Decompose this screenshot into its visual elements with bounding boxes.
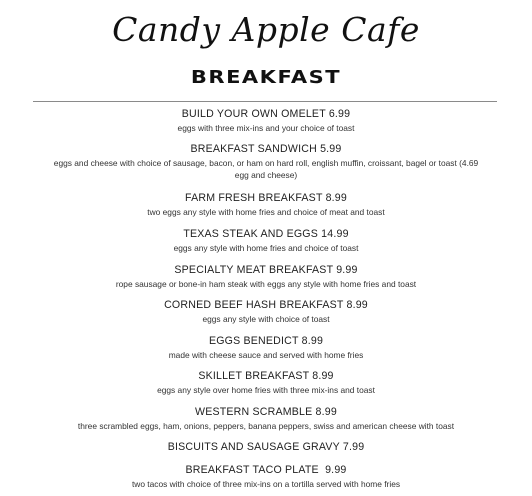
item-name: WESTERN SCRAMBLE 8.99 bbox=[195, 406, 337, 418]
menu-item-skillet bbox=[0, 369, 532, 396]
item-name: EGGS BENEDICT 8.99 bbox=[208, 335, 324, 347]
item-description: two tacos with choice of three mix-ins on a tortilla served with home fries bbox=[131, 479, 401, 489]
menu-item-breakfast-sandwich bbox=[0, 142, 532, 181]
item-description: two eggs any style with home fries and choice of meat and toast bbox=[147, 207, 385, 217]
item-description: eggs any style with choice of toast bbox=[202, 314, 330, 324]
item-name: FARM FRESH BREAKFAST 8.99 bbox=[185, 192, 347, 204]
item-name: TEXAS STEAK AND EGGS 14.99 bbox=[183, 228, 349, 240]
section-title: BREAKFAST bbox=[190, 66, 342, 88]
item-name: BISCUITS AND SAUSAGE GRAVY 7.99 bbox=[167, 441, 365, 453]
divider bbox=[33, 101, 497, 102]
item-name: SKILLET BREAKFAST 8.99 bbox=[198, 370, 334, 382]
menu-item-corned-beef-hash bbox=[0, 298, 532, 325]
menu-item-taco-plate bbox=[0, 463, 532, 490]
cafe-name: Candy Apple Cafe bbox=[112, 10, 420, 49]
menu-item-specialty-meat bbox=[0, 263, 532, 290]
item-description: eggs any style with home fries and choice of toast bbox=[173, 243, 359, 253]
item-description: eggs and cheese with choice of sausage, bacon, or ham on hard roll, english muffin, croissant, bagel or toast (4.69 egg and cheese) bbox=[53, 158, 479, 180]
menu-item-omelet bbox=[0, 107, 532, 134]
menu-item-biscuits-gravy bbox=[0, 440, 532, 455]
item-name: BUILD YOUR OWN OMELET 6.99 bbox=[181, 108, 351, 120]
menu-item-farm-fresh bbox=[0, 191, 532, 218]
item-description: eggs with three mix-ins and your choice of toast bbox=[177, 123, 355, 133]
menu-item-eggs-benedict bbox=[0, 334, 532, 361]
item-name: CORNED BEEF HASH BREAKFAST 8.99 bbox=[164, 299, 368, 311]
item-description: three scrambled eggs, ham, onions, peppers, banana peppers, swiss and american cheese with toast bbox=[77, 421, 455, 431]
item-name: BREAKFAST TACO PLATE 9.99 bbox=[185, 464, 347, 476]
item-description: made with cheese sauce and served with home fries bbox=[168, 350, 364, 360]
item-description: eggs any style over home fries with three mix-ins and toast bbox=[157, 385, 375, 395]
menu-item-texas-steak bbox=[0, 227, 532, 254]
menu-item-western-scramble bbox=[0, 405, 532, 432]
item-name: BREAKFAST SANDWICH 5.99 bbox=[190, 143, 342, 155]
item-description: rope sausage or bone-in ham steak with eggs any style with home fries and toast bbox=[115, 279, 417, 289]
item-name: SPECIALTY MEAT BREAKFAST 9.99 bbox=[174, 264, 358, 276]
